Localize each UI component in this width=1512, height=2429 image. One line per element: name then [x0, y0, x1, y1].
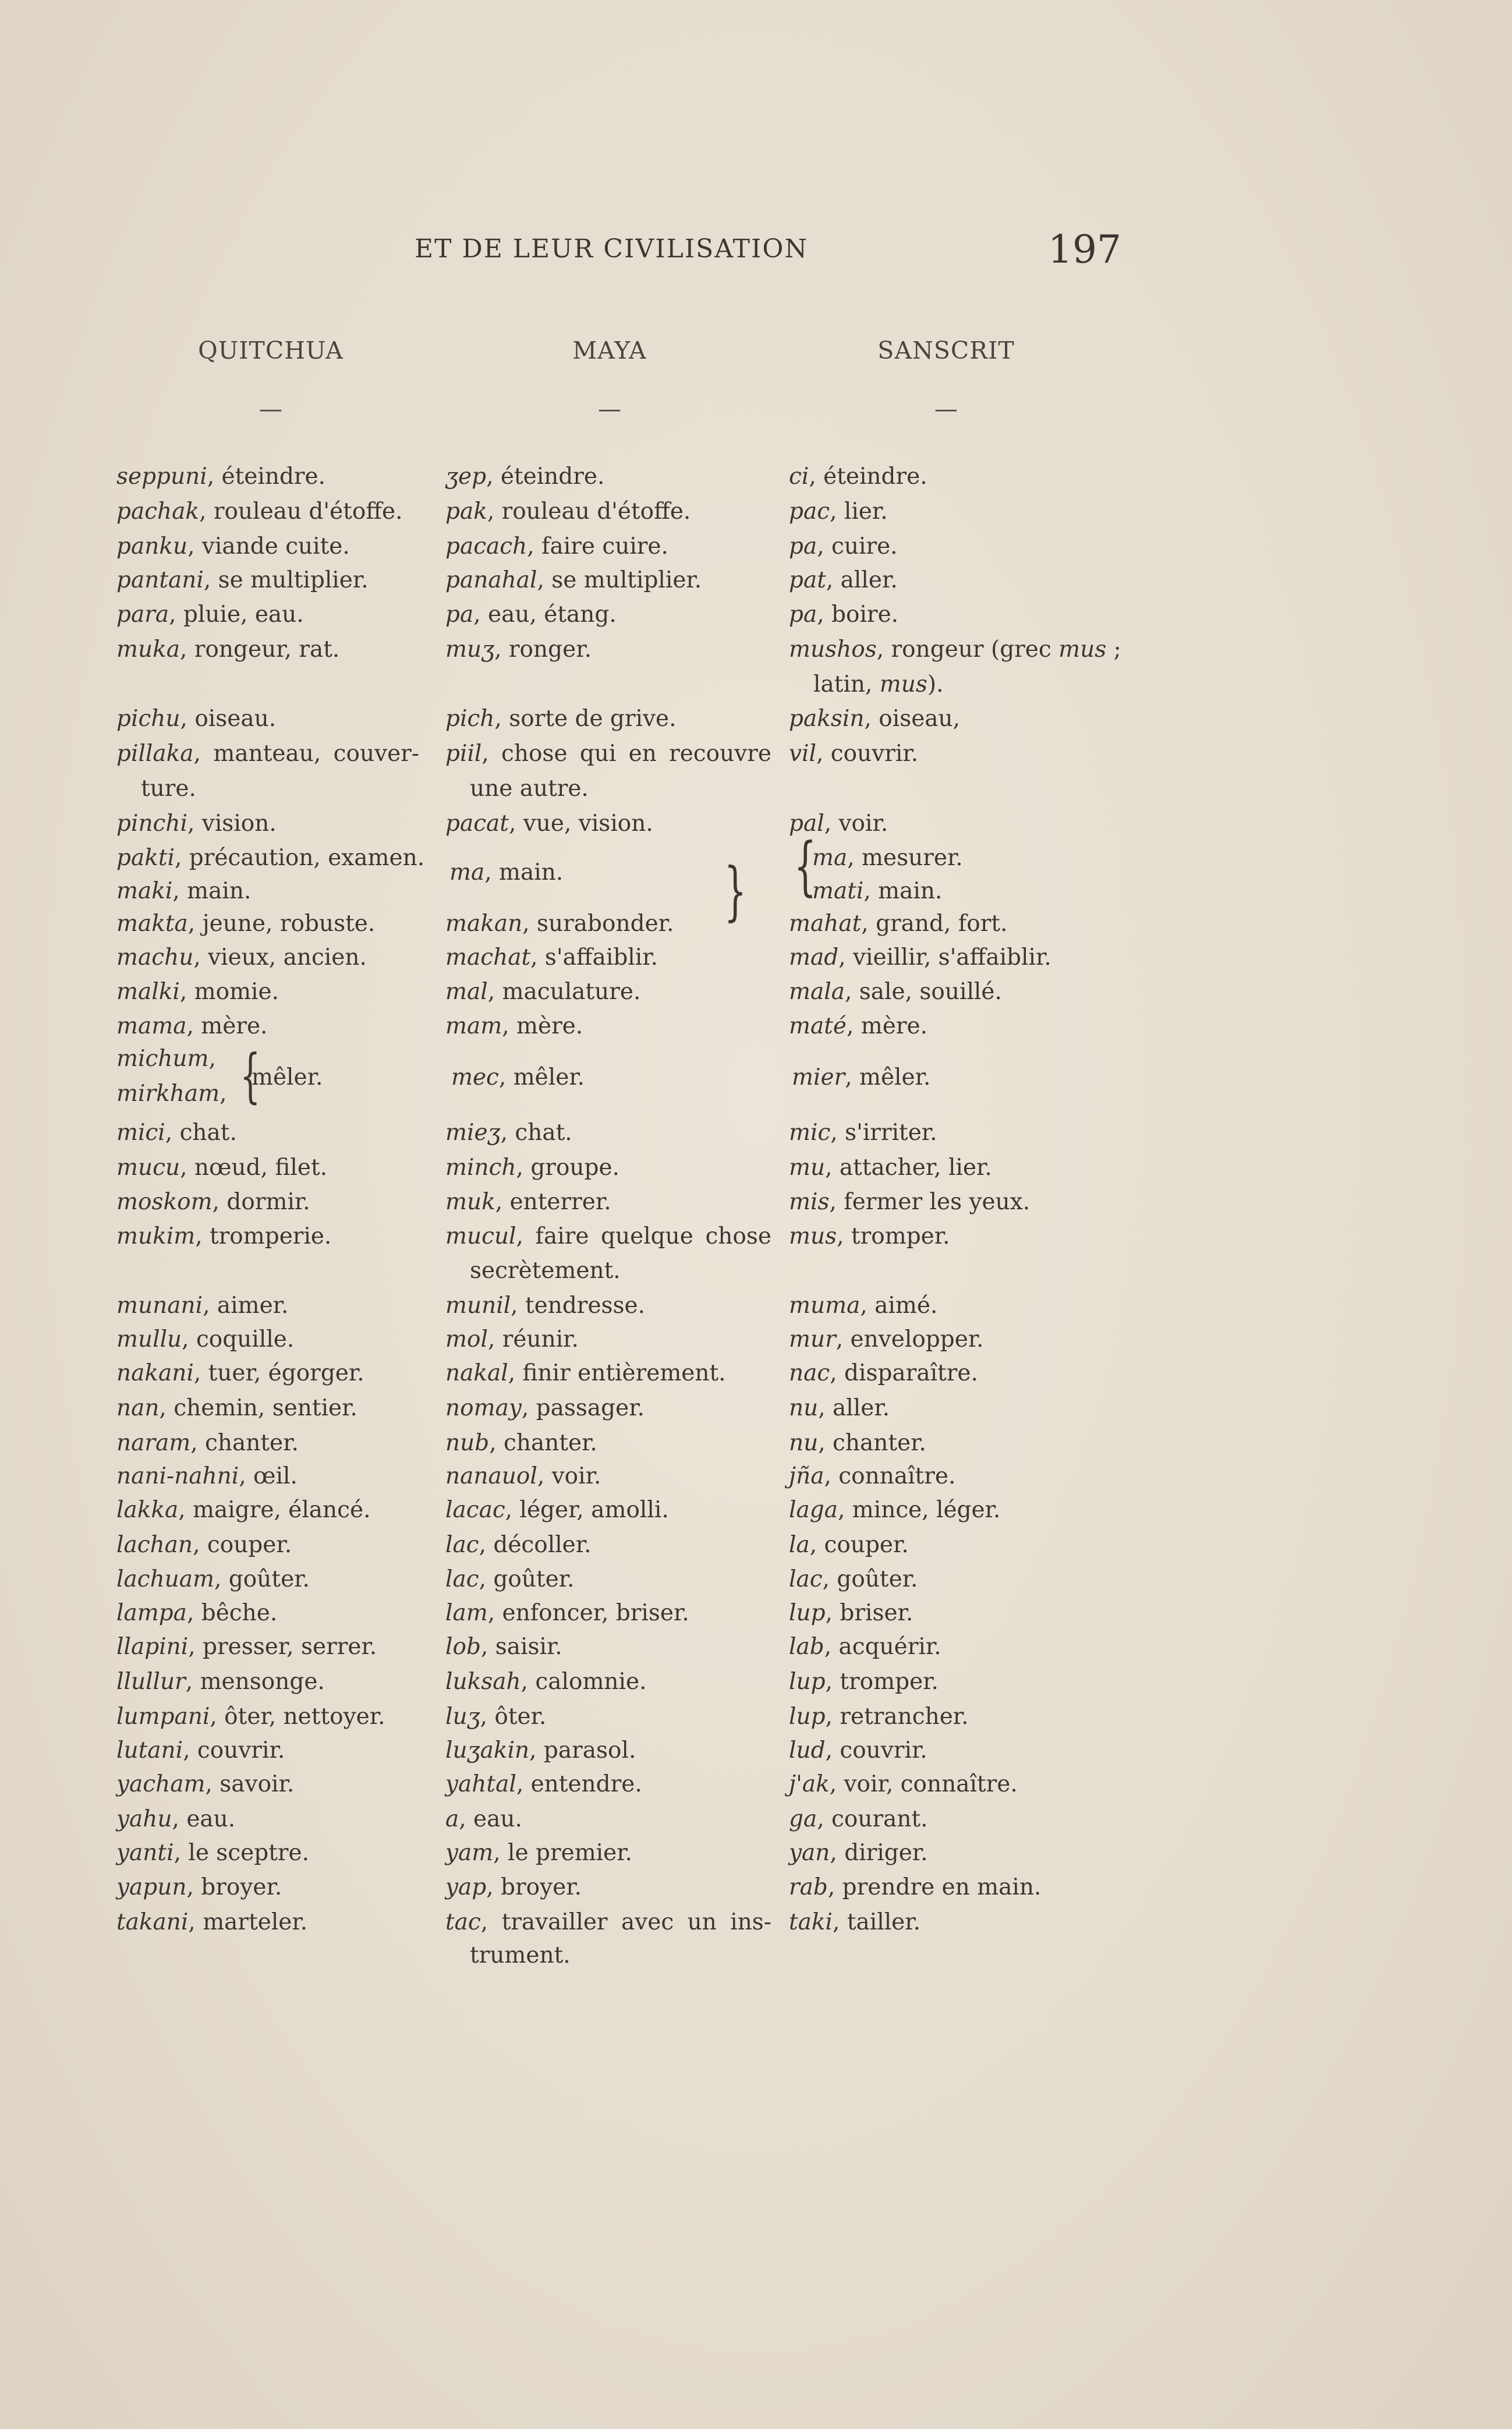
maya-entry: panahal, se multiplier.	[445, 567, 702, 593]
quitchua-entry: mukim, tromperie.	[116, 1223, 332, 1249]
sanscrit-entry: mis, fermer les yeux.	[789, 1189, 1031, 1215]
table-row	[0, 1010, 1512, 1044]
column-header-quitchua: QUITCHUA	[198, 337, 344, 364]
sanscrit-entry: mala, sale, souillé.	[789, 979, 1002, 1005]
quitchua-entry-continuation: ture.	[141, 776, 196, 802]
table-row	[0, 1323, 1512, 1358]
maya-entry: yam, le premier.	[445, 1840, 632, 1866]
sanscrit-entry: lup, briser.	[789, 1600, 913, 1626]
maya-entry: pa, eau, étang.	[445, 601, 617, 628]
table-row	[0, 1151, 1512, 1186]
quitchua-entry: panku, viande cuite.	[116, 533, 350, 560]
table-row	[0, 1116, 1512, 1151]
quitchua-entry: mullu, coquille.	[116, 1326, 295, 1352]
column-header-maya: MAYA	[572, 337, 647, 364]
maya-entry: luksah, calomnie.	[445, 1669, 647, 1695]
maya-entry-continuation: secrètement.	[470, 1258, 621, 1284]
column-dash: —	[934, 396, 958, 423]
maya-entry: nanauol, voir.	[445, 1463, 601, 1489]
table-row	[0, 907, 1512, 942]
maya-entry: a, eau.	[445, 1806, 522, 1832]
maya-entry-continuation: une autre.	[470, 776, 589, 802]
quitchua-entry: lachan, couper.	[116, 1532, 292, 1558]
sanscrit-entry: maté, mère.	[789, 1013, 927, 1039]
table-row	[0, 772, 1512, 807]
sanscrit-entry: rab, prendre en main.	[789, 1874, 1042, 1900]
table-row	[0, 460, 1512, 495]
maya-entry: makan, surabonder.	[445, 911, 674, 937]
quitchua-entry: michum,	[116, 1046, 216, 1072]
table-row	[0, 1391, 1512, 1426]
table-row	[0, 668, 1512, 703]
table-row	[0, 1665, 1512, 1700]
maya-entry: yahtal, entendre.	[445, 1771, 642, 1797]
quitchua-entry: seppuni, éteindre.	[116, 463, 326, 490]
maya-entry: nub, chanter.	[445, 1430, 597, 1456]
sanscrit-entry: mati, main.	[812, 878, 943, 904]
table-row	[0, 807, 1512, 842]
maya-entry-continuation: trument.	[470, 1942, 571, 1968]
sanscrit-entry: laga, mince, léger.	[789, 1497, 1001, 1523]
sanscrit-entry: taki, tailler.	[789, 1909, 921, 1935]
maya-entry: pacach, faire cuire.	[445, 533, 668, 560]
table-row	[0, 1077, 1512, 1112]
sanscrit-entry: nac, disparaître.	[789, 1360, 978, 1386]
maya-entry: nakal, finir entièrement.	[445, 1360, 726, 1386]
sanscrit-entry: ga, courant.	[789, 1806, 928, 1832]
maya-entry: lac, décoller.	[445, 1532, 592, 1558]
maya-entry: piil, chose qui en recouvre	[445, 741, 771, 767]
table-row	[0, 1254, 1512, 1289]
table-row	[0, 530, 1512, 565]
quitchua-entry: naram, chanter.	[116, 1430, 299, 1456]
quitchua-entry: moskom, dormir.	[116, 1189, 310, 1215]
column-dash: —	[259, 396, 282, 423]
table-row	[0, 941, 1512, 976]
sanscrit-entry: pat, aller.	[789, 567, 898, 593]
table-row	[0, 1042, 1512, 1077]
column-header-sanscrit: SANSCRIT	[877, 337, 1015, 364]
table-row	[0, 1836, 1512, 1871]
maya-entry: munil, tendresse.	[445, 1293, 646, 1319]
sanscrit-entry: nu, aller.	[789, 1395, 890, 1421]
sanscrit-entry: mushos, rongeur (grec mus ;	[789, 636, 1121, 663]
table-row	[0, 1426, 1512, 1461]
sanscrit-entry: lab, acquérir.	[789, 1634, 941, 1660]
maya-entry-mec: mec, mêler.	[451, 1064, 585, 1090]
sanscrit-entry: lac, goûter.	[789, 1566, 918, 1592]
quitchua-entry: para, pluie, eau.	[116, 601, 304, 628]
quitchua-entry: pinchi, vision.	[116, 810, 277, 837]
sanscrit-entry: pa, cuire.	[789, 533, 898, 560]
sanscrit-entry: lud, couvrir.	[789, 1737, 927, 1764]
sanscrit-entry: paksin, oiseau,	[789, 706, 961, 732]
table-row	[0, 495, 1512, 530]
maya-entry: mucul, faire quelque chose	[445, 1223, 771, 1249]
brace-quitchua: {	[240, 1042, 261, 1110]
table-row	[0, 1493, 1512, 1528]
table-row	[0, 1630, 1512, 1665]
table-row	[0, 1700, 1512, 1735]
quitchua-entry: yanti, le sceptre.	[116, 1840, 310, 1866]
table-row	[0, 1768, 1512, 1803]
quitchua-entry: mama, mère.	[116, 1013, 268, 1039]
quitchua-entry: lachuam, goûter.	[116, 1566, 310, 1592]
running-title: ET DE LEUR CIVILISATION	[415, 234, 808, 264]
maya-entry: muʒ, ronger.	[445, 636, 592, 663]
quitchua-entry: pillaka, manteau, couver-	[116, 741, 419, 767]
table-row	[0, 1220, 1512, 1255]
quitchua-entry: takani, marteler.	[116, 1909, 308, 1935]
maya-entry: luʒakin, parasol.	[445, 1737, 636, 1764]
table-row	[0, 737, 1512, 772]
quitchua-entry: pichu, oiseau.	[116, 706, 277, 732]
quitchua-entry: maki, main.	[116, 878, 252, 904]
sanscrit-entry: lup, retrancher.	[789, 1704, 969, 1730]
maya-entry: mal, maculature.	[445, 979, 641, 1005]
sanscrit-entry: lup, tromper.	[789, 1669, 939, 1695]
table-row	[0, 1460, 1512, 1495]
quitchua-entry: mucu, nœud, filet.	[116, 1155, 328, 1181]
maya-entry: mol, réunir.	[445, 1326, 579, 1352]
maya-entry: pacat, vue, vision.	[445, 810, 653, 837]
sanscrit-entry: mad, vieillir, s'affaiblir.	[789, 944, 1051, 971]
table-row	[0, 564, 1512, 599]
table-row	[0, 1906, 1512, 1941]
sanscrit-entry: mur, envelopper.	[789, 1326, 984, 1352]
table-row	[0, 841, 1512, 876]
quitchua-entry: makta, jeune, robuste.	[116, 911, 376, 937]
quitchua-entry: pantani, se multiplier.	[116, 567, 369, 593]
table-row	[0, 598, 1512, 633]
quitchua-entry: yacham, savoir.	[116, 1771, 295, 1797]
quitchua-entry: muka, rongeur, rat.	[116, 636, 340, 663]
sanscrit-entry: mic, s'irriter.	[789, 1120, 937, 1146]
table-row	[0, 1563, 1512, 1598]
sanscrit-entry: nu, chanter.	[789, 1430, 926, 1456]
maya-entry: machat, s'affaiblir.	[445, 944, 658, 971]
table-row	[0, 1185, 1512, 1220]
sanscrit-entry: mus, tromper.	[789, 1223, 950, 1249]
sanscrit-entry: vil, couvrir.	[789, 741, 919, 767]
sanscrit-entry: pa, boire.	[789, 601, 899, 628]
table-row	[0, 975, 1512, 1010]
brace-sanscrit: {	[794, 828, 817, 903]
quitchua-entry: mici, chat.	[116, 1120, 237, 1146]
table-row	[0, 1357, 1512, 1391]
sanscrit-entry: ma, mesurer.	[812, 845, 963, 871]
maya-entry: ʒep, éteindre.	[445, 463, 605, 490]
quitchua-entry: yahu, eau.	[116, 1806, 236, 1832]
quitchua-entry: machu, vieux, ancien.	[116, 944, 367, 971]
quitchua-entry: nakani, tuer, égorger.	[116, 1360, 364, 1386]
sanscrit-entry: jña, connaître.	[789, 1463, 956, 1489]
sanscrit-entry: mu, attacher, lier.	[789, 1155, 992, 1181]
quitchua-entry: lampa, bêche.	[116, 1600, 278, 1626]
maya-entry: tac, travailler avec un ins-	[445, 1909, 771, 1935]
quitchua-entry: llullur, mensonge.	[116, 1669, 325, 1695]
table-row	[0, 633, 1512, 668]
maya-entry: muk, enterrer.	[445, 1189, 611, 1215]
maya-entry: mam, mère.	[445, 1013, 583, 1039]
sanscrit-entry: muma, aimé.	[789, 1293, 938, 1319]
table-row	[0, 1596, 1512, 1631]
maya-entry: lac, goûter.	[445, 1566, 575, 1592]
sanscrit-entry: pal, voir.	[789, 810, 888, 837]
quitchua-entry: lakka, maigre, élancé.	[116, 1497, 371, 1523]
sanscrit-entry: la, couper.	[789, 1532, 909, 1558]
sanscrit-entry-mier: mier, mêler.	[792, 1064, 931, 1090]
quitchua-entry: pakti, précaution, examen.	[116, 845, 425, 871]
table-row	[0, 702, 1512, 737]
quitchua-entry: llapini, presser, serrer.	[116, 1634, 377, 1660]
quitchua-entry: nan, chemin, sentier.	[116, 1395, 357, 1421]
table-row	[0, 1871, 1512, 1906]
quitchua-entry: pachak, rouleau d'étoffe.	[116, 498, 403, 525]
table-row	[0, 874, 1512, 909]
sanscrit-entry: pac, lier.	[789, 498, 888, 525]
maya-entry: lob, saisir.	[445, 1634, 562, 1660]
maya-entry-ma: ma, main.	[449, 859, 564, 886]
maya-entry: nomay, passager.	[445, 1395, 645, 1421]
sanscrit-entry: mahat, grand, fort.	[789, 911, 1008, 937]
sanscrit-entry: ci, éteindre.	[789, 463, 927, 490]
table-row	[0, 1734, 1512, 1769]
quitchua-entry: yapun, broyer.	[116, 1874, 282, 1900]
sanscrit-entry: j'ak, voir, connaître.	[789, 1771, 1018, 1797]
table-row	[0, 1528, 1512, 1563]
maya-entry: luʒ, ôter.	[445, 1704, 547, 1730]
maya-entry: pich, sorte de grive.	[445, 706, 677, 732]
quitchua-entry: lumpani, ôter, nettoyer.	[116, 1704, 385, 1730]
sanscrit-entry-continuation: latin, mus).	[813, 671, 944, 697]
maya-entry: yap, broyer.	[445, 1874, 582, 1900]
quitchua-entry: malki, momie.	[116, 979, 279, 1005]
table-row	[0, 1939, 1512, 1974]
quitchua-entry: munani, aimer.	[116, 1293, 289, 1319]
table-row	[0, 1289, 1512, 1324]
maya-entry: pak, rouleau d'étoffe.	[445, 498, 691, 525]
page-number: 197	[1048, 227, 1121, 272]
quitchua-entry: mirkham,	[116, 1081, 227, 1107]
quitchua-entry-meler: mêler.	[252, 1064, 323, 1090]
maya-entry: lacac, léger, amolli.	[445, 1497, 669, 1523]
maya-entry: lam, enfoncer, briser.	[445, 1600, 689, 1626]
quitchua-entry: nani-nahni, œil.	[116, 1463, 298, 1489]
sanscrit-entry: yan, diriger.	[789, 1840, 928, 1866]
maya-entry: mieʒ, chat.	[445, 1120, 572, 1146]
column-dash: —	[598, 396, 621, 423]
maya-entry: minch, groupe.	[445, 1155, 619, 1181]
quitchua-entry: lutani, couvrir.	[116, 1737, 285, 1764]
table-row	[0, 1803, 1512, 1837]
brace-left-maya: }	[724, 854, 747, 928]
